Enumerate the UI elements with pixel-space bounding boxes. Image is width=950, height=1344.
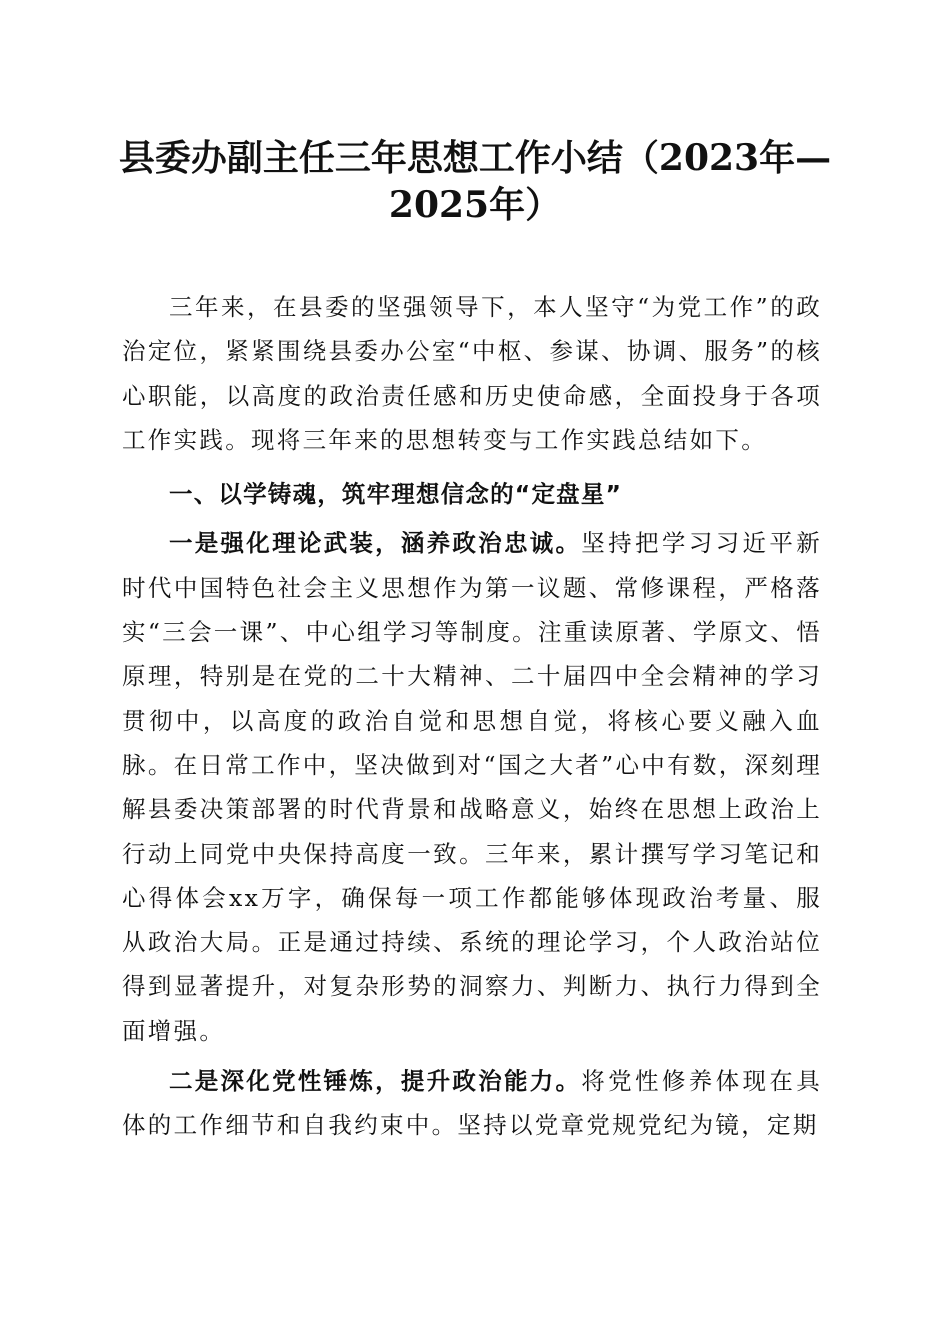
section-heading: 一、以学铸魂，筑牢理想信念的“定盘星” [169, 480, 623, 509]
paragraph-lead: 二是深化党性锤炼，提升政治能力。 [169, 1067, 582, 1096]
paragraph-text: 坚持把学习习近平新时代中国特色社会主义思想作为第一议题、常修课程，严格落实“三会一课”、中心组学习等制度。注重读原著、学原文、悟原理，特别是在党的二十大精神、二十届四中全会精神的学习贯彻中，以高度的政治自觉和思想自觉，将核心要义融入血脉。在日常工作中，坚决做到对“国之大者”心中有数，深刻理解县委决策部署的时代背景和战略意义，始终在思想上政治上行动上同党中央保持高度一致。三年来，累计撰写学习笔记和心得体会xx万字，确保每一项工作都能够体现政治考量、服从政治大局。正是通过持续、系统的理论学习，个人政治站位得到显著提升，对复杂形势的洞察力、判断力、执行力得到全面增强。 [122, 529, 822, 1045]
document-body [122, 285, 822, 1148]
paragraph-text: 将党性修养体现在具体的工作细节和自我约束中。坚持以党章党规党纪为镜，定期 [122, 1067, 822, 1140]
document-title: 县委办副主任三年思想工作小结（2023年—2025年） [118, 137, 832, 226]
paragraph-lead: 一是强化理论武装，涵养政治忠诚。 [169, 529, 582, 558]
paragraph-item-1 [122, 521, 822, 1053]
intro-paragraph: 三年来，在县委的坚强领导下，本人坚守“为党工作”的政治定位，紧紧围绕县委办公室“中枢、参谋、协调、服务”的核心职能，以高度的政治责任感和历史使命感，全面投身于各项工作实践。现将三年来的思想转变与工作实践总结如下。 [122, 293, 822, 454]
paragraph-item-2 [122, 1059, 822, 1148]
